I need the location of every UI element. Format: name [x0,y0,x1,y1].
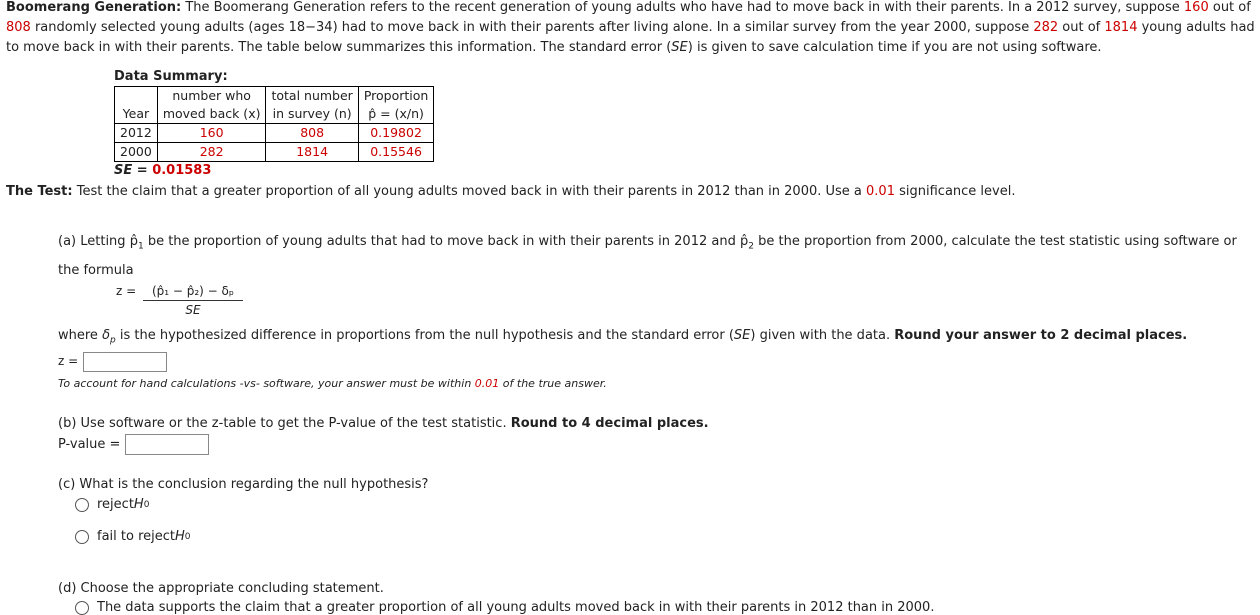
formula-fraction [143,284,243,317]
x-cell: 282 [157,143,266,162]
test-text: significance level. [894,184,1016,199]
formula-denominator: SE [185,303,201,317]
where-text: ) given with the data. [750,328,895,343]
formula-z-label: z = [116,284,137,298]
tolerance-value: 0.01 [474,377,500,390]
table-header-cell: total number [266,87,358,106]
table-header-row [115,105,434,124]
table-header-cell: p̂ = (x/n) [358,105,434,124]
p-hat-1: p̂ [129,234,138,249]
intro-heading: Boomerang Generation: [6,0,182,15]
part-d-question: (d) Choose the appropriate concluding statement. [58,581,384,596]
year-cell: 2000 [115,143,158,162]
table-header-cell: number who [157,87,266,106]
part-a-text: be the proportion of young adults that had to move back in with their parents in 2012 and [143,234,740,249]
intro-text: out of [1058,20,1105,35]
where-text: is the hypothesized difference in proportions from the null hypothesis and the standard error ( [115,328,734,343]
n-cell: 808 [266,124,358,143]
delta-symbol: δ [102,328,111,343]
table-header-cell: in survey (n) [266,105,358,124]
table-header-cell: Proportion [358,87,434,106]
part-c-question: (c) What is the conclusion regarding the null hypothesis? [58,477,429,492]
alpha-value: 0.01 [866,184,895,199]
se-abbr: SE [671,40,688,55]
intro-text: ) is given to save calculation time if you are not using software. [687,40,1102,55]
z-input-label: z = [58,354,79,368]
n-cell: 1814 [266,143,358,162]
se-abbr: SE [733,328,751,343]
intro-text: out of [1208,0,1251,15]
h0-symbol: H [133,497,144,512]
table-header-cell [115,87,158,106]
p-value-input[interactable] [125,434,209,455]
radio-button[interactable] [75,530,89,544]
intro-text: randomly selected young adults (ages 18−34) had to move back in with their parents after living alone. In a similar survey from the year 2000, suppose [30,20,1034,35]
p-value-label: P-value = [58,437,121,452]
se-label: SE = [114,163,153,178]
where-text: where [58,328,103,343]
part-a-text: (a) Letting [58,234,130,249]
table-header-cell: moved back (x) [157,105,266,124]
table-header-row [115,87,434,106]
data-summary-title: Data Summary: [114,69,228,84]
option-label: fail to reject [97,529,175,544]
h0-subscript: 0 [143,499,150,510]
h0-symbol: H [175,529,185,544]
data-summary-table [114,86,434,162]
year-cell: 2012 [115,124,158,143]
part-b-text: (b) Use software or the z-table to get the P-value of the test statistic. [58,416,511,431]
se-value: 0.01583 [152,163,212,178]
formula-numerator: (p̂₁ − p̂₂) − δₚ [143,284,243,301]
standard-error [114,163,211,178]
intro-text: young adults had to move back in with their parents. The table below summarizes this information. The standard error ( [6,20,1255,55]
problem-intro [6,0,1256,58]
where-statement: where $\delta_p$ is the hypothesized difference in proportions from the null hypothesis and the standard error (SE) given with the data. Round your answer to 2 decimal places. [58,328,1188,346]
tolerance-note [58,377,607,390]
count-2012: 160 [1183,0,1209,15]
test-label: The Test: [6,184,73,199]
tolerance-text: of the true answer. [499,377,607,390]
total-2012: 808 [6,20,31,35]
p-hat-2: p̂ [739,234,749,249]
h0-subscript: 0 [184,531,191,542]
table-row [115,143,434,162]
round-instruction: Round to 4 decimal places. [510,416,709,431]
table-header-cell: Year [115,105,158,124]
test-statement [6,184,1015,199]
table-row [115,124,434,143]
test-text: Test the claim that a greater proportion of all young adults moved back in with their parents in 2012 than in 2000. Use a [72,184,867,199]
option-label: reject [97,497,134,512]
option-label: The data supports the claim that a greater proportion of all young adults moved back in with their parents in 2012 than in 2000. [97,600,935,615]
tolerance-text: To account for hand calculations -vs- software, your answer must be within [58,377,475,390]
x-cell: 160 [157,124,266,143]
p-cell: 0.19802 [358,124,434,143]
round-instruction: Round your answer to 2 decimal places. [894,328,1188,343]
part-a-question: (a) Letting $p̂_1$ be the proportion of young adults that had to move back in with their parents in 2012 and $p̂_2$ be the proportion from 2000, calculate the test statistic using software or the formula [58,234,1237,278]
p-cell: 0.15546 [358,143,434,162]
intro-text: The Boomerang Generation refers to the recent generation of young adults who have had to move back in with their parents. In a 2012 survey, suppose [181,0,1184,15]
total-2000: 1814 [1104,20,1138,35]
option-reject[interactable] [75,497,149,512]
part-a-text: be the proportion from 2000, calculate the test statistic using software or the formula [58,234,1237,278]
part-b-question [58,416,709,431]
z-answer-input[interactable] [83,352,167,372]
count-2000: 282 [1033,20,1059,35]
radio-button[interactable] [75,498,89,512]
option-fail-to-reject[interactable] [75,529,191,544]
